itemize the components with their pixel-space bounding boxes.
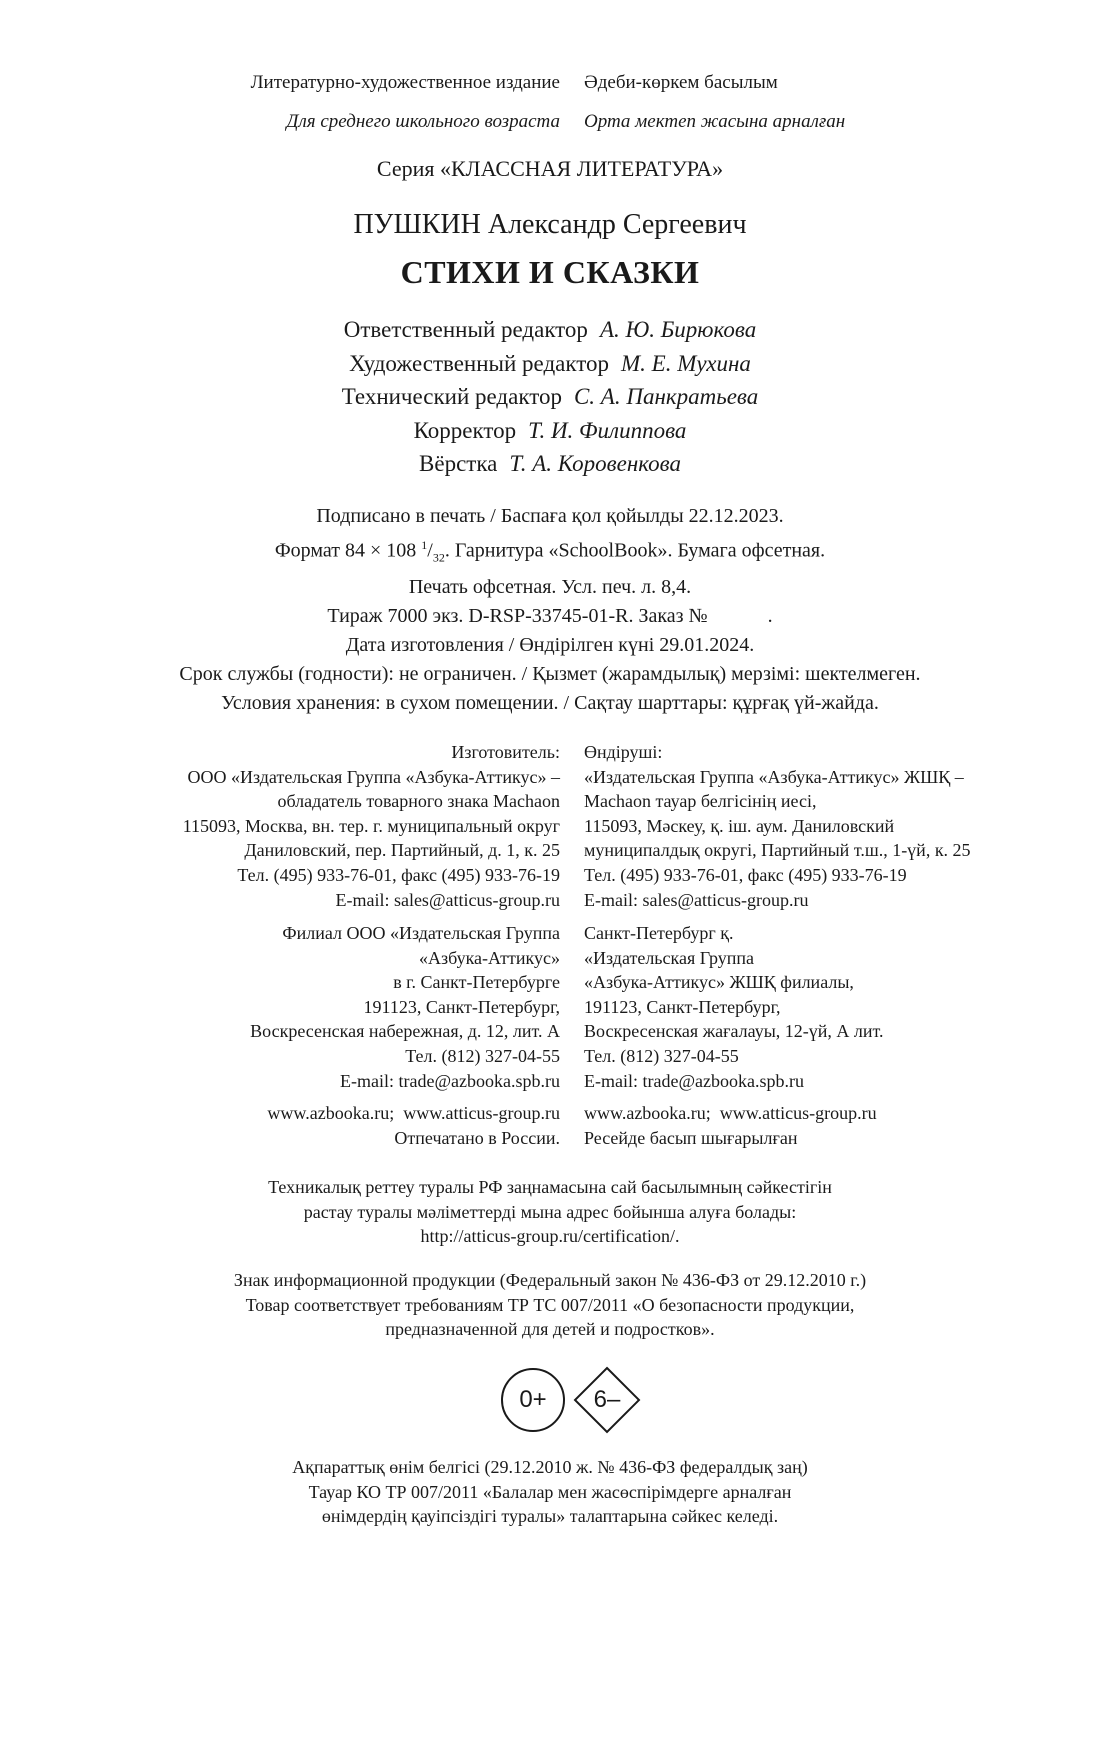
genre-ru: Литературно-художественное издание [250,72,560,93]
staff-name: Т. И. Филиппова [528,418,687,443]
certification-note: Техникалық реттеу туралы РФ заңнамасына сай басылымның сәйкестігін растау туралы мәліметтерді мына адрес бойынша алуға болады: http://atticus-group.ru/certification/. [268,1177,832,1246]
author-name: ПУШКИН Александр Сергеевич [353,209,747,240]
web-ru: www.azbooka.ru; www.atticus-group.ru Отпечатано в России. [267,1103,560,1148]
publication-details [0,502,1100,718]
staff-role: Корректор [413,418,517,443]
web-kz: www.azbooka.ru; www.atticus-group.ru Ресейде басып шығарылған [584,1103,877,1148]
staff-role: Художественный редактор [349,351,609,376]
signed-line: Подписано в печать / Баспаға қол қойылды 22.12.2023. [316,505,784,527]
manufacturer-ru: Изготовитель: ООО «Издательская Группа «Азбука-Аттикус» – обладатель товарного знака Machaon 115093, Москва, вн. тер. г. муниципальный округ Даниловский, пер. Партийный, д. 1, к. 25 Тел. (495) 933-76-01, факс (495) 933-76-19 E-mail: sales@atticus-group.ru [182,742,560,910]
branch-kz: Санкт-Петербург қ. «Издательская Группа «Азбука-Аттикус» ЖШҚ филиалы, 191123, Санкт-Петербург, Воскресенская жағалауы, 12-үй, А лит. Тел. (812) 327-04-55 E-mail: trade@azbooka.spb.ru [584,923,884,1091]
staff-row [0,418,1100,448]
staff-row [0,351,1100,381]
storage-line: Условия хранения: в сухом помещении. / Сақтау шарттары: құрғақ үй-жайда. [221,691,879,714]
staff-name: С. А. Панкратьева [573,384,759,409]
staff-name: А. Ю. Бирюкова [599,317,757,342]
staff-row [0,384,1100,414]
made-date-line: Дата изготовления / Өндірілген күні 29.01.2024. [345,633,755,656]
age-ru: Для среднего школьного возраста [286,111,560,132]
staff-role: Технический редактор [341,384,562,409]
age-rating-diamond: 6– [573,1366,641,1434]
genre-kz: Әдеби-көркем басылым [584,72,778,93]
branch-ru: Филиал ООО «Издательская Группа «Азбука-Аттикус» в г. Санкт-Петербурге 191123, Санкт-Петербург, Воскресенская набережная, д. 12, лит. А Тел. (812) 327-04-55 E-mail: trade@azbooka.spb.ru [250,923,560,1091]
age-kz: Орта мектеп жасына арналған [584,111,846,132]
staff-role: Ответственный редактор [343,317,588,342]
manufacturer-kz: Өндіруші: «Издательская Группа «Азбука-Аттикус» ЖШҚ – Machaon тауар белгісінің иесі, 115093, Мәскеу, қ. іш. аум. Даниловский муниципалдық округі, Партийный т.ш., 1-үй, к. 25 Тел. (495) 933-76-01, факс (495) 933-76-19 E-mail: sales@atticus-group.ru [584,742,971,910]
series-title: Серия «КЛАССНАЯ ЛИТЕРАТУРА» [376,156,724,181]
staff-name: М. Е. Мухина [621,351,751,376]
info-sign-ru: Знак информационной продукции (Федеральный закон № 436-ФЗ от 29.12.2010 г.) Товар соответствует требованиям ТР ТС 007/2011 «О безопасности продукции, предназначенной для детей и подростков». [233,1270,867,1339]
term-line: Срок службы (годности): не ограничен. / Қызмет (жарамдылық) мерзімі: шектелмеген. [179,662,921,685]
format-line: Формат 84 × 108 $^1/_{32}$. Гарнитура «SchoolBook». Бумага офсетная. [274,538,826,565]
staff-row [0,451,1100,481]
staff-name: Т. А. Коровенкова [509,451,681,476]
tirage-line: Тираж 7000 экз. D-RSP-33745-01-R. Заказ № . [327,604,773,627]
staff-row [0,317,1100,347]
book-title: СТИХИ И СКАЗКИ [400,254,700,290]
info-sign-kz: Ақпараттық өнім белгісі (29.12.2010 ж. № 436-ФЗ федералдық заң) Тауар КО ТР 007/2011 «Балалар мен жасөспірімдерге арналған өнімдердің қауіпсіздігі туралы» талаптарына сәйкес келеді. [292,1457,808,1526]
age-rating-circle: 0+ [501,1368,565,1432]
print-line: Печать офсетная. Усл. печ. л. 8,4. [408,575,692,598]
staff-role: Вёрстка [419,451,498,476]
